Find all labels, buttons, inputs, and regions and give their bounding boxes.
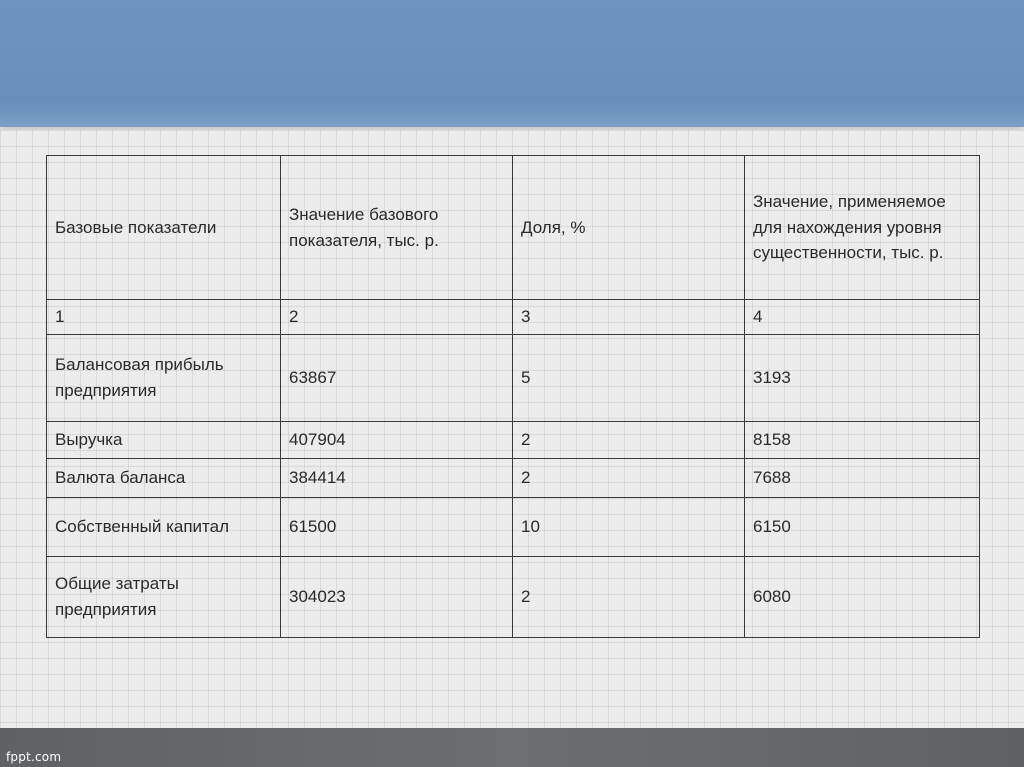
table-row xyxy=(47,421,980,458)
table-row xyxy=(47,458,980,497)
share-cell: 2 xyxy=(513,458,745,497)
indicator-cell: Выручка xyxy=(47,421,281,458)
share-cell: 2 xyxy=(513,421,745,458)
materiality-value-cell: 6080 xyxy=(745,556,980,637)
header-cell: Доля, % xyxy=(513,156,745,300)
top-banner xyxy=(0,0,1024,127)
base-value-cell: 304023 xyxy=(281,556,513,637)
indicator-cell: Собственный капитал xyxy=(47,497,281,556)
column-number-cell: 3 xyxy=(513,300,745,335)
materiality-value-cell: 6150 xyxy=(745,497,980,556)
base-value-cell: 384414 xyxy=(281,458,513,497)
materiality-value-cell: 7688 xyxy=(745,458,980,497)
share-cell: 5 xyxy=(513,334,745,421)
footer-brand-text[interactable]: fppt.com xyxy=(6,750,62,764)
materiality-value-cell: 8158 xyxy=(745,421,980,458)
table-row xyxy=(47,556,980,637)
base-value-cell: 63867 xyxy=(281,334,513,421)
column-number-row xyxy=(47,300,980,335)
indicator-cell: Общие затраты предприятия xyxy=(47,556,281,637)
table-row xyxy=(47,497,980,556)
indicator-cell: Балансовая прибыль предприятия xyxy=(47,334,281,421)
column-number-cell: 2 xyxy=(281,300,513,335)
materiality-table xyxy=(46,155,980,638)
column-number-cell: 4 xyxy=(745,300,980,335)
header-cell: Базовые показатели xyxy=(47,156,281,300)
table-header-row xyxy=(47,156,980,300)
indicator-cell: Валюта баланса xyxy=(47,458,281,497)
share-cell: 2 xyxy=(513,556,745,637)
share-cell: 10 xyxy=(513,497,745,556)
bottom-footer-bar xyxy=(0,728,1024,767)
base-value-cell: 407904 xyxy=(281,421,513,458)
base-value-cell: 61500 xyxy=(281,497,513,556)
table-row xyxy=(47,334,980,421)
column-number-cell: 1 xyxy=(47,300,281,335)
header-cell: Значение, применяемое для нахождения уровня существенности, тыс. р. xyxy=(745,156,980,300)
materiality-value-cell: 3193 xyxy=(745,334,980,421)
header-cell: Значение базового показателя, тыс. р. xyxy=(281,156,513,300)
